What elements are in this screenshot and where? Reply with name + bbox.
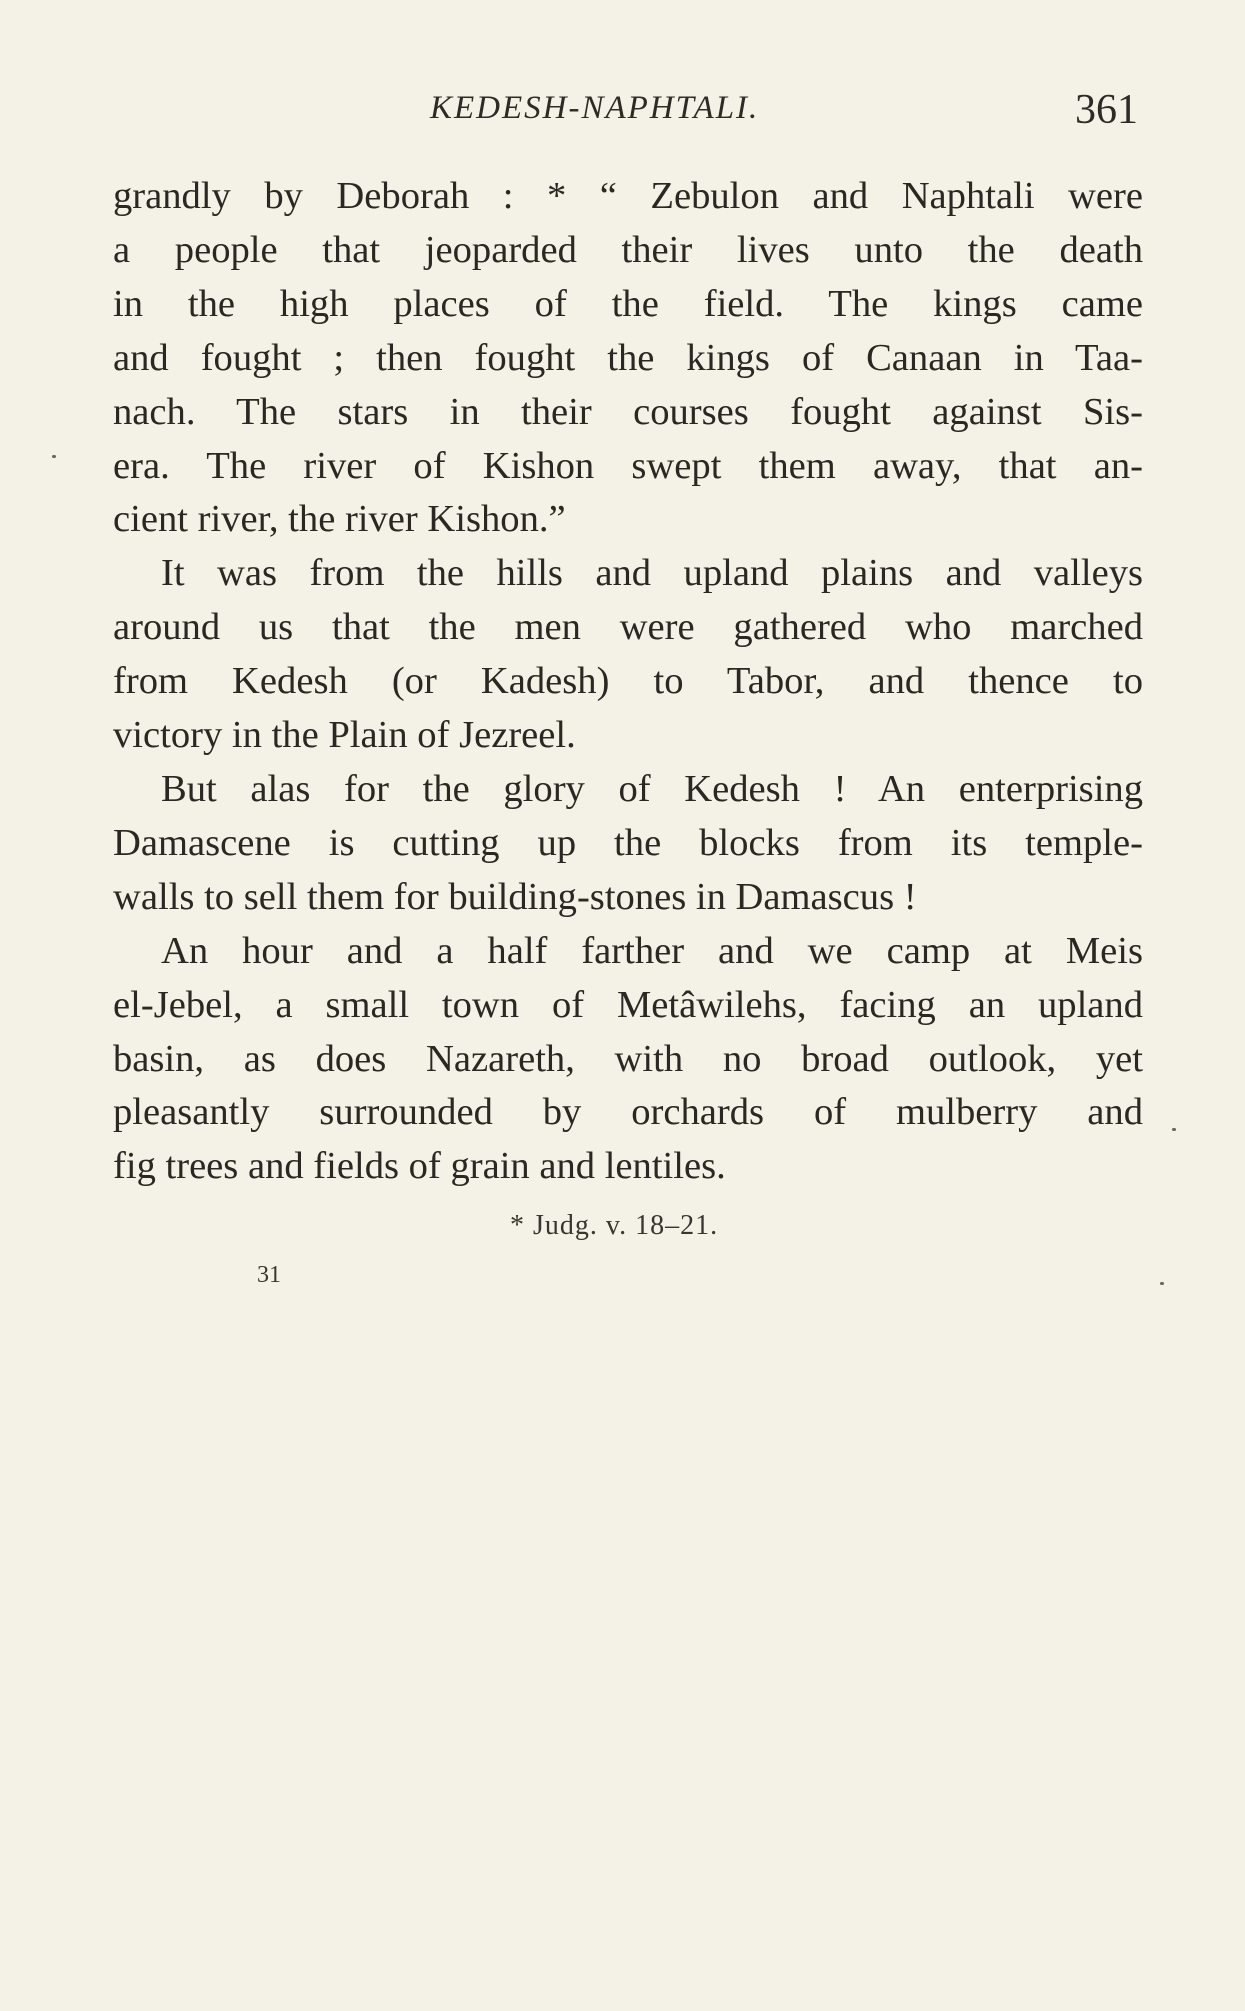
text-line: around us that the men were gathered who marched xyxy=(113,606,1143,649)
text-line: Damascene is cutting up the blocks from its temple- xyxy=(113,821,1143,864)
signature-mark: 31 xyxy=(257,1262,281,1288)
footnote: * Judg. v. 18–21. xyxy=(510,1210,719,1241)
page-number: 361 xyxy=(1075,87,1138,133)
text-line: It was from the hills and upland plains and valleys xyxy=(161,552,1143,595)
text-line: walls to sell them for building-stones in Damascus ! xyxy=(113,875,917,918)
text-line: An hour and a half farther and we camp at Meis xyxy=(161,929,1143,972)
print-speck xyxy=(1160,1282,1164,1285)
text-line: victory in the Plain of Jezreel. xyxy=(113,714,576,757)
text-line: from Kedesh (or Kadesh) to Tabor, and thence to xyxy=(113,660,1143,703)
text-line: a people that jeoparded their lives unto the death xyxy=(113,228,1143,271)
text-line: nach. The stars in their courses fought against Sis- xyxy=(113,390,1143,433)
text-line: pleasantly surrounded by orchards of mulberry and xyxy=(113,1091,1143,1134)
text-line: el-Jebel, a small town of Metâwilehs, facing an upland xyxy=(113,983,1143,1026)
text-line: fig trees and fields of grain and lentiles. xyxy=(113,1145,726,1188)
text-line: But alas for the glory of Kedesh ! An enterprising xyxy=(161,767,1143,810)
text-line: in the high places of the field. The kings came xyxy=(113,282,1143,325)
print-speck xyxy=(52,455,56,458)
running-head: KEDESH-NAPHTALI. xyxy=(430,90,760,126)
body-text xyxy=(113,170,1143,1194)
text-line: cient river, the river Kishon.” xyxy=(113,498,566,541)
print-speck xyxy=(1172,1128,1176,1131)
text-line: grandly by Deborah : * “ Zebulon and Naphtali were xyxy=(113,175,1143,217)
text-line: era. The river of Kishon swept them away, that an- xyxy=(113,444,1143,487)
text-line: and fought ; then fought the kings of Canaan in Taa- xyxy=(113,336,1143,379)
text-line: basin, as does Nazareth, with no broad outlook, yet xyxy=(113,1037,1143,1080)
